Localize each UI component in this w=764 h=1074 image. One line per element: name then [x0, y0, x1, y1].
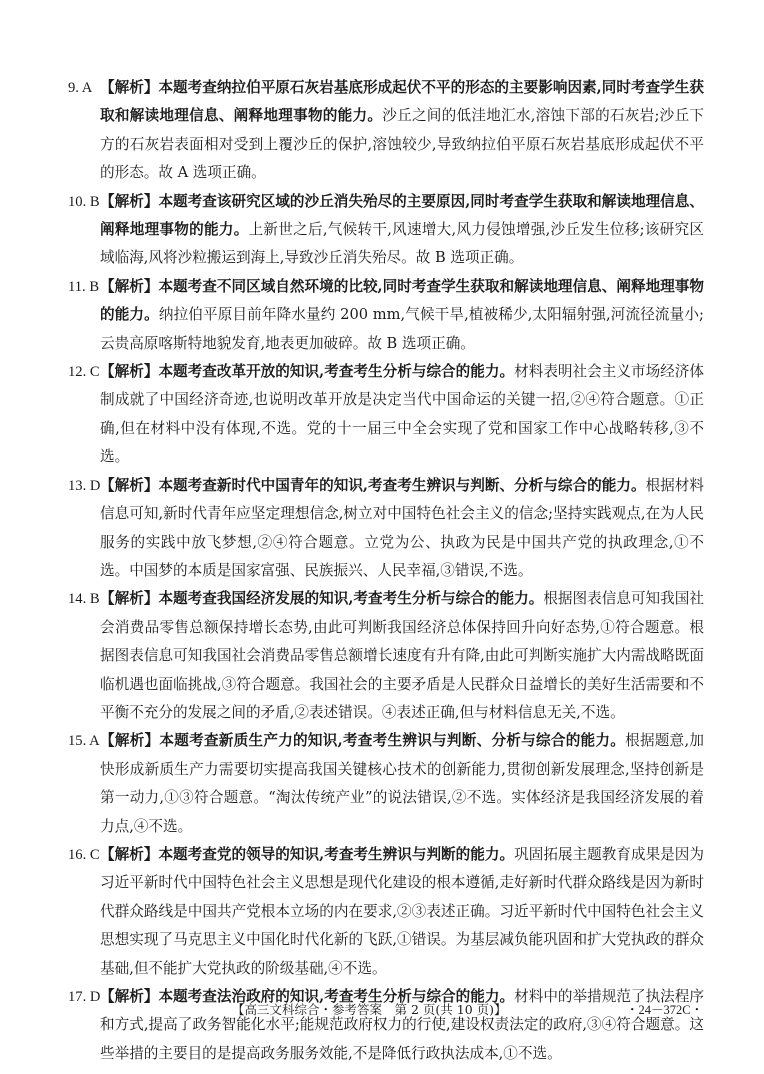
- analysis-tag: 【解析】: [100, 845, 159, 863]
- question-number: 13. D: [68, 477, 101, 494]
- analysis-summary: 本题考查改革开放的知识,考查考生分析与综合的能力。: [158, 363, 515, 381]
- question-number: 17. D: [68, 989, 101, 1005]
- answer-item-17: [68, 983, 704, 1068]
- analysis-summary: 本题考查新质生产力的知识,考查考生辨识与判断、分析与综合的能力。: [159, 732, 626, 750]
- analysis-tag: 【解析】: [100, 363, 159, 381]
- analysis-tag: 【解析】: [100, 277, 159, 295]
- question-number: 12. C: [68, 364, 100, 381]
- footer-page-info: 【高三文科综合・参考答案 第 2 页(共 10 页)】: [232, 1002, 507, 1017]
- answer-item-16: [68, 841, 704, 983]
- analysis-summary: 本题考查不同区域自然环境的比较,同时考查学生获取和解读地理信息、阐释地理事物的能力。: [100, 277, 704, 324]
- analysis-summary: 本题考查党的领导的知识,考查考生辨识与判断的能力。: [158, 845, 515, 863]
- analysis-body: 材料中的举措规范了执法程序和方式,提高了政务智能化水平;能规范政府权力的行使,建设权责法定的政府,③④符合题意。这些举措的主要目的是提高政务服务效能,不是降低行政执法成本,①不选。: [100, 988, 704, 1062]
- analysis-tag: 【解析】: [100, 79, 159, 96]
- analysis-tag: 【解析】: [100, 476, 159, 494]
- analysis-summary: 本题考查该研究区域的沙丘消失殆尽的主要原因,同时考查学生获取和解读地理信息、阐释地理事物的能力。: [100, 192, 704, 239]
- analysis-body: 根据材料信息可知,新时代青年应坚定理想信念,树立对中国特色社会主义的信念;坚持实践观点,在为人民服务的实践中放飞梦想,②④符合题意。立党为公、执政为民是中国共产党的执政理念,①不选。中国梦的本质是国家富强、民族振兴、人民幸福,③错误,不选。: [100, 476, 704, 579]
- analysis-body: 上新世之后,气候转干,风速增大,风力侵蚀增强,沙丘发生位移;该研究区域临海,风将沙粒搬运到海上,导致沙丘消失殆尽。故 B 选项正确。: [100, 221, 704, 267]
- question-number: 11. B: [68, 278, 100, 295]
- question-number: 16. C: [68, 846, 100, 863]
- question-number: 10. B: [68, 193, 100, 210]
- answer-item-11: [68, 273, 704, 358]
- answer-item-15: [68, 727, 704, 841]
- analysis-tag: 【解析】: [100, 988, 159, 1005]
- analysis-summary: 本题考查纳拉伯平原石灰岩基底形成起伏不平的形态的主要影响因素,同时考查学生获取和解读地理信息、阐释地理事物的能力。: [100, 79, 704, 125]
- analysis-tag: 【解析】: [100, 732, 160, 750]
- footer-code: ・24－372C・: [626, 1003, 704, 1017]
- analysis-tag: 【解析】: [100, 192, 159, 210]
- analysis-body: 巩固拓展主题教育成果是因为习近平新时代中国特色社会主义思想是现代化建设的根本遵循,走好新时代群众路线是因为新时代群众路线是中国共产党根本立场的内在要求,②③表述正确。习近平新时代中国特色社会主义思想实现了马克思主义中国化时代化新的飞跃,①错误。为基层减负能巩固和扩大党执政的群众基础,但不能扩大党执政的阶级基础,④不选。: [100, 845, 704, 977]
- answer-item-13: [68, 472, 704, 586]
- answer-item-14: [68, 585, 704, 727]
- analysis-summary: 本题考查我国经济发展的知识,考查考生分析与综合的能力。: [158, 590, 544, 608]
- analysis-body: 根据图表信息可知我国社会消费品零售总额保持增长态势,由此可判断我国经济总体保持回升向好态势,①符合题意。根据图表信息可知我国社会消费品零售总额增长速度有升有降,由此可判断实施扩大内需战略既面临机遇也面临挑战,③符合题意。我国社会的主要矛盾是人民群众日益增长的美好生活需要和不平衡不充分的发展之间的矛盾,②表述错误。④表述正确,但与材料信息无关,不选。: [100, 590, 704, 721]
- question-number: 9. A: [68, 80, 93, 96]
- question-number: 15. A: [68, 733, 100, 750]
- answer-list: [68, 74, 704, 1068]
- answer-item-12: [68, 358, 704, 472]
- question-number: 14. B: [68, 591, 100, 608]
- analysis-body: 沙丘之间的低洼地汇水,溶蚀下部的石灰岩;沙丘下方的石灰岩表面相对受到上覆沙丘的保护,溶蚀较少,导致纳拉伯平原石灰岩基底形成起伏不平的形态。故 A 选项正确。: [100, 107, 704, 182]
- analysis-summary: 本题考查法治政府的知识,考查考生分析与综合的能力。: [158, 988, 515, 1005]
- analysis-body: 根据题意,加快形成新质生产力需要切实提高我国关键核心技术的创新能力,贯彻创新发展理念,坚持创新是第一动力,①③符合题意。“淘汰传统产业”的说法错误,②不选。实体经济是我国经济发展的着力点,④不选。: [100, 732, 704, 835]
- answer-item-9: [68, 74, 704, 188]
- analysis-body: 纳拉伯平原目前年降水量约 200 mm,气候干旱,植被稀少,太阳辐射强,河流径流量小;云贵高原喀斯特地貌发育,地表更加破碎。故 B 选项正确。: [100, 306, 704, 352]
- analysis-body: 材料表明社会主义市场经济体制成就了中国经济奇迹,也说明改革开放是决定当代中国命运的关键一招,②④符合题意。①正确,但在材料中没有体现,不选。党的十一届三中全会实现了党和国家工作中心战略转移,③不选。: [100, 363, 704, 466]
- analysis-tag: 【解析】: [100, 590, 159, 608]
- analysis-summary: 本题考查新时代中国青年的知识,考查考生辨识与判断、分析与综合的能力。: [158, 476, 646, 494]
- answer-item-10: [68, 188, 704, 273]
